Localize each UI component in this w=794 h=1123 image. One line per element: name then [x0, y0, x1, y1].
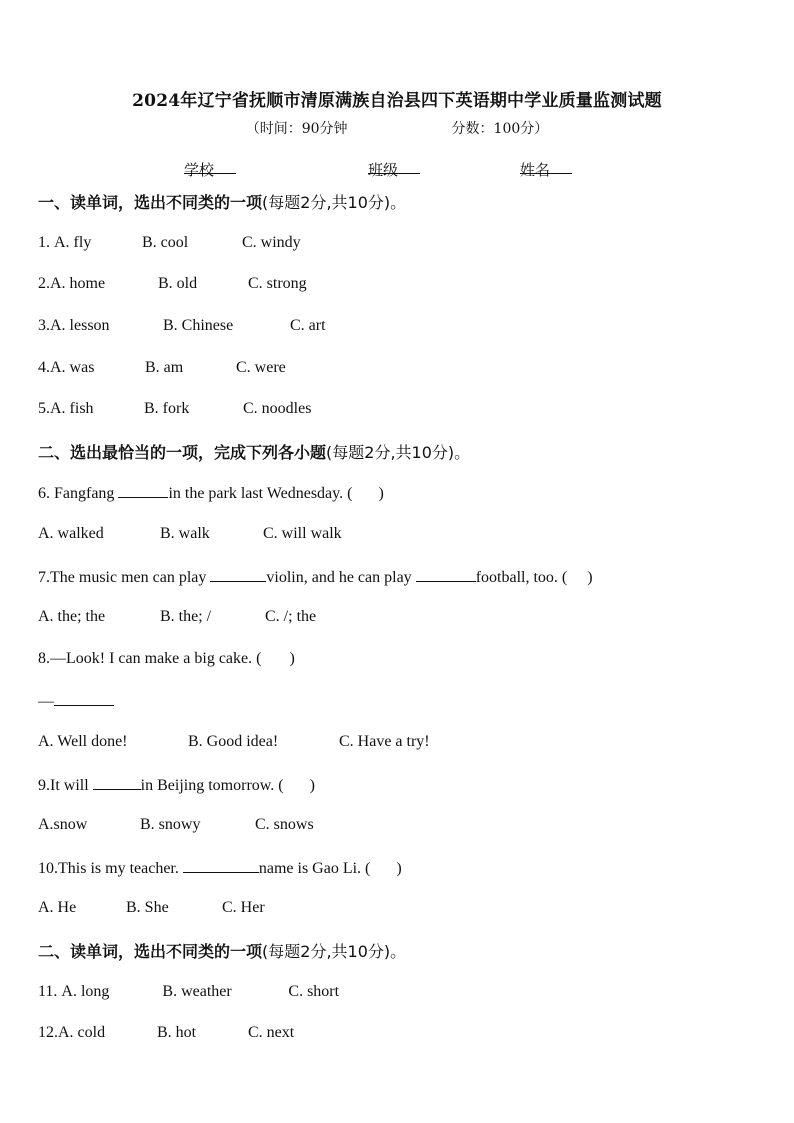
question-8-reply: —: [38, 691, 114, 711]
option-c[interactable]: C. /; the: [265, 608, 317, 625]
option-a[interactable]: A. fish: [50, 400, 94, 417]
option-a[interactable]: A. the; the: [38, 608, 106, 625]
option-a[interactable]: A. lesson: [50, 317, 110, 334]
question-5: 5.A. fish B. fork C. noodles: [38, 400, 312, 417]
option-c[interactable]: C. Have a try!: [339, 733, 430, 750]
answer-blank[interactable]: [416, 567, 476, 582]
class-label: 班级: [368, 161, 399, 179]
question-9: 9.It will in Beijing tomorrow. ( ): [38, 777, 315, 794]
question-7-options: [38, 608, 316, 626]
option-c[interactable]: C. short: [288, 983, 340, 1000]
answer-blank[interactable]: [210, 567, 266, 582]
option-b[interactable]: B. walk: [160, 525, 210, 542]
question-3: 3.A. lesson B. Chinese C. art: [38, 317, 326, 334]
question-7: 7.The music men can play violin, and he can play football, too. ( ): [38, 569, 593, 586]
option-b[interactable]: B. old: [158, 275, 198, 292]
question-2: 2.A. home B. old C. strong: [38, 275, 307, 292]
section-heading-2: 二、选出最恰当的一项，完成下列各小题(每题2分,共10分)。: [38, 443, 471, 462]
question-8-options: [38, 733, 430, 751]
option-c[interactable]: C. were: [236, 359, 286, 376]
option-b[interactable]: B. Good idea!: [188, 733, 279, 750]
class-blank[interactable]: [368, 159, 420, 174]
option-c[interactable]: C. windy: [242, 234, 301, 251]
option-b[interactable]: B. the; /: [160, 608, 212, 625]
option-b[interactable]: B. cool: [142, 234, 189, 251]
answer-blank[interactable]: [54, 691, 114, 706]
answer-blank[interactable]: [183, 858, 259, 873]
section-heading-3: 二、读单词，选出不同类的一项(每题2分,共10分)。: [38, 942, 407, 961]
option-b[interactable]: B. hot: [157, 1024, 197, 1041]
question-10: 10.This is my teacher. name is Gao Li. ( ): [38, 860, 402, 877]
question-10-options: [38, 899, 265, 917]
option-a[interactable]: A.snow: [38, 816, 88, 833]
option-b[interactable]: B. am: [145, 359, 184, 376]
option-b[interactable]: B. She: [126, 899, 169, 916]
time-label: （时间：90分钟: [245, 121, 348, 137]
option-a[interactable]: A. was: [50, 359, 95, 376]
name-blank[interactable]: [520, 159, 572, 174]
question-4: 4.A. was B. am C. were: [38, 359, 286, 376]
score-label: 分数：100分）: [451, 121, 549, 137]
school-blank[interactable]: [184, 159, 236, 174]
option-c[interactable]: C. strong: [248, 275, 307, 292]
option-b[interactable]: B. snowy: [140, 816, 201, 833]
option-a[interactable]: A. long: [61, 983, 110, 1000]
option-c[interactable]: C. art: [290, 317, 326, 334]
exam-meta: [0, 118, 794, 138]
answer-blank[interactable]: [93, 775, 141, 790]
option-a[interactable]: A. home: [50, 275, 106, 292]
option-a[interactable]: A. fly: [54, 234, 92, 251]
option-c[interactable]: C. Her: [222, 899, 265, 916]
option-c[interactable]: C. noodles: [243, 400, 312, 417]
page-title: 2024年辽宁省抚顺市清原满族自治县四下英语期中学业质量监测试题: [132, 91, 662, 111]
option-c[interactable]: C. will walk: [263, 525, 342, 542]
option-b[interactable]: B. Chinese: [163, 317, 234, 334]
section-heading-1: 一、读单词，选出不同类的一项(每题2分,共10分)。: [38, 193, 407, 212]
option-a[interactable]: A. cold: [58, 1024, 106, 1041]
school-label: 学校: [184, 161, 215, 179]
question-6: 6. Fangfang in the park last Wednesday. ( ): [38, 485, 384, 502]
question-11: 11. A. long B. weather C. short: [38, 983, 340, 1000]
option-a[interactable]: A. He: [38, 899, 77, 916]
option-c[interactable]: C. snows: [255, 816, 314, 833]
name-label: 姓名: [520, 161, 551, 179]
option-a[interactable]: A. walked: [38, 525, 104, 542]
question-1: 1. A. fly B. cool C. windy: [38, 234, 301, 251]
question-12: 12.A. cold B. hot C. next: [38, 1024, 295, 1041]
question-9-options: [38, 816, 314, 834]
question-8: 8.—Look! I can make a big cake. ( ): [38, 650, 295, 667]
question-6-options: [38, 525, 342, 543]
option-b[interactable]: B. weather: [162, 983, 232, 1000]
option-b[interactable]: B. fork: [144, 400, 190, 417]
option-c[interactable]: C. next: [248, 1024, 295, 1041]
option-a[interactable]: A. Well done!: [38, 733, 128, 750]
answer-blank[interactable]: [118, 483, 168, 498]
